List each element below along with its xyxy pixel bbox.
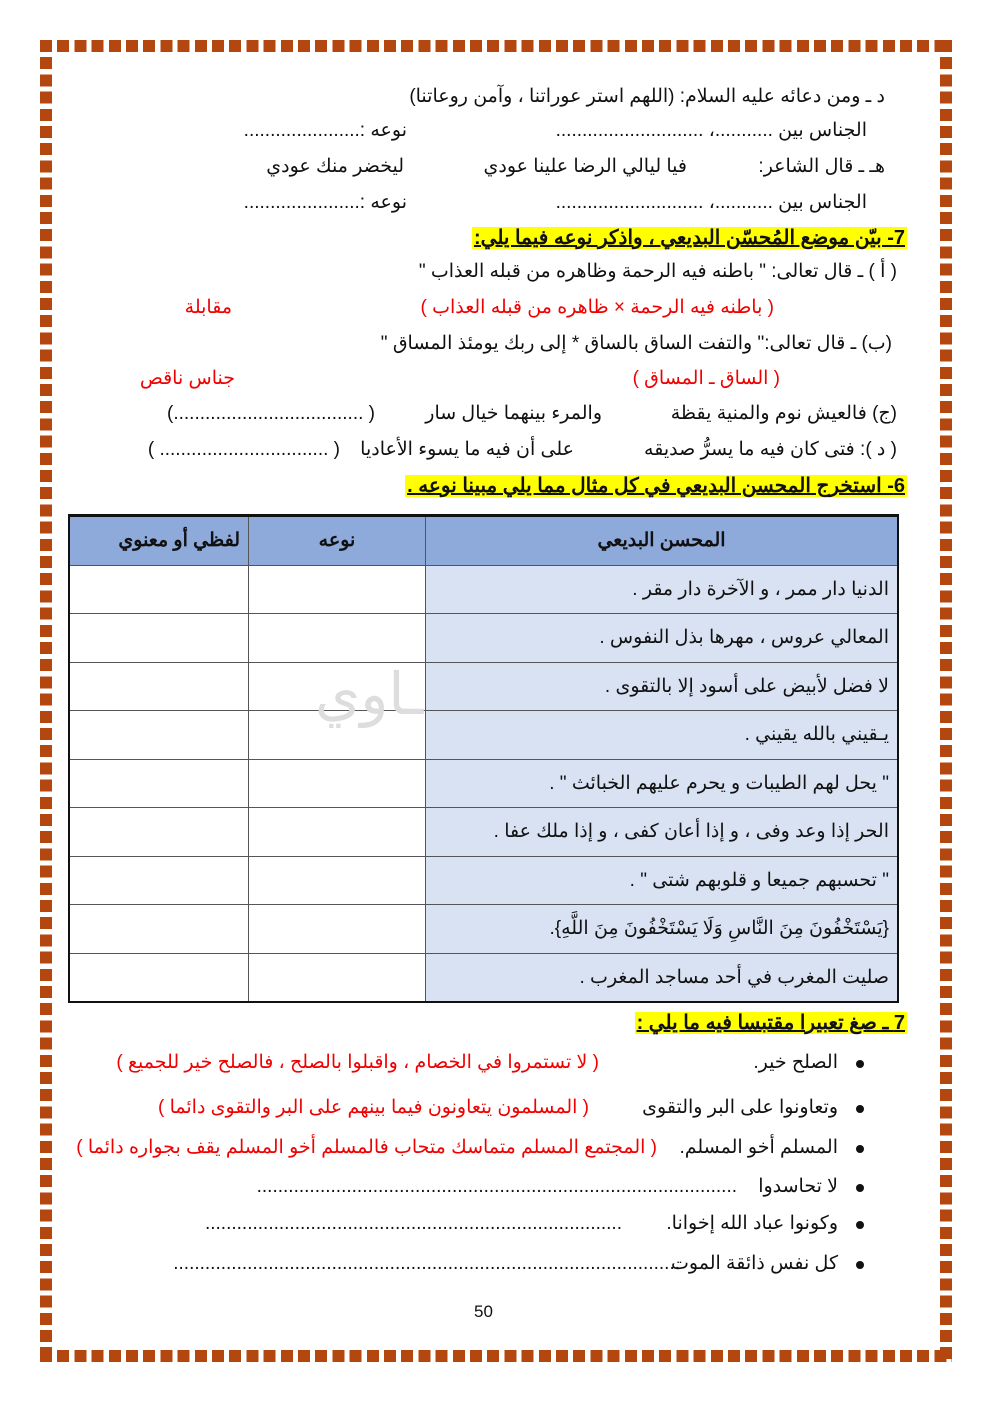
category-cell[interactable] <box>69 614 249 663</box>
item-a: ( أ ) ـ قال تعالى: " باطنه فيه الرحمة وظاهره من قبله العذاب " <box>418 261 897 282</box>
item-c-hemistich-1: (ج) فالعيش نوم والمنية يقظة <box>670 403 897 424</box>
example-cell: " تحسبهم جميعا و قلوبهم شتى " . <box>426 856 899 905</box>
table-row <box>69 905 898 954</box>
quote-text: كل نفس ذائقة الموت <box>671 1253 838 1274</box>
quote-text: الصلح خير. <box>753 1052 838 1073</box>
item-b-type: جناس ناقص <box>139 368 235 389</box>
jinas-prompt: الجناس بين ...........، ............................ <box>555 192 867 213</box>
quote-answer[interactable]: ........................................................................................... <box>256 1176 737 1197</box>
column-header: نوعه <box>249 516 426 566</box>
type-cell[interactable] <box>249 953 426 1002</box>
section-d-line: د ـ ومن دعائه عليه السلام: (اللهم استر عوراتنا ، وآمن روعاتنا) <box>409 86 885 107</box>
item-c-blank[interactable]: ( ....................................) <box>167 403 375 424</box>
page-border-top <box>40 40 952 52</box>
section-h-intro: هـ ـ قال الشاعر: <box>758 156 885 177</box>
item-b-answer: ( الساق ـ المساق ) <box>632 368 780 389</box>
example-cell: {يَسْتَخْفُونَ مِنَ النَّاسِ وَلَا يَسْتَخْفُونَ مِنَ اللَّهِ}. <box>426 905 899 954</box>
type-cell[interactable] <box>249 856 426 905</box>
table-row <box>69 808 898 857</box>
table-row <box>69 759 898 808</box>
category-cell[interactable] <box>69 953 249 1002</box>
quote-text: وتعاونوا على البر والتقوى <box>642 1097 838 1118</box>
verse-1: فيا ليالي الرضا علينا عودي <box>483 156 687 177</box>
bullet-icon <box>856 1261 864 1269</box>
page-border-bottom <box>40 1350 952 1362</box>
page-border-right <box>940 40 952 1362</box>
type-prompt: نوعه :...................... <box>243 192 407 213</box>
table-row <box>69 711 898 760</box>
example-cell: الدنيا دار ممر ، و الآخرة دار مقر . <box>426 565 899 614</box>
type-prompt: نوعه :...................... <box>243 120 407 141</box>
heading-text: 7- بيّن موضع المُحسّن البديعي ، واذكر نوعه فيما يلي: <box>473 227 905 249</box>
category-cell[interactable] <box>69 905 249 954</box>
quote-answer: ( المسلمون يتعاونون فيما بينهم على البر والتقوى دائما ) <box>158 1097 589 1118</box>
rhetoric-table <box>68 514 899 1003</box>
example-cell: " يحل لهم الطيبات و يحرم عليهم الخبائث " . <box>426 759 899 808</box>
item-c-hemistich-2: والمرء بينهما خيال سار <box>425 403 602 424</box>
item-d-hemistich-2: على أن فيه ما يسوء الأعاديا <box>360 439 574 460</box>
item-d-hemistich-1: ( د ): فتى كان فيه ما يسرُّ صديقه <box>644 439 897 460</box>
quote-text: المسلم أخو المسلم. <box>679 1137 838 1158</box>
type-cell[interactable] <box>249 759 426 808</box>
category-cell[interactable] <box>69 808 249 857</box>
table-row <box>69 614 898 663</box>
page-number: 50 <box>474 1302 493 1321</box>
category-cell[interactable] <box>69 759 249 808</box>
category-cell[interactable] <box>69 856 249 905</box>
quote-text: وكونوا عباد الله إخوانا. <box>666 1213 838 1234</box>
bullet-icon <box>856 1184 864 1192</box>
heading-text: 6- استخرج المحسن البديعي في كل مثال مما يلي مبينا نوعه . <box>407 475 905 497</box>
example-cell: صليت المغرب في أحد مساجد المغرب . <box>426 953 899 1002</box>
heading-text: 7 ـ صغ تعبيرا مقتبسا فيه ما يلي : <box>636 1012 905 1034</box>
type-cell[interactable] <box>249 808 426 857</box>
table-row <box>69 662 898 711</box>
example-cell: يـقيني بالله يقيني . <box>426 711 899 760</box>
quote-text: لا تحاسدوا <box>758 1176 838 1197</box>
jinas-prompt: الجناس بين ...........، ............................ <box>555 120 867 141</box>
example-cell: لا فضل لأبيض على أسود إلا بالتقوى . <box>426 662 899 711</box>
item-d-blank[interactable]: ( ................................ ) <box>147 439 340 460</box>
column-header: المحسن البديعي <box>426 516 899 566</box>
table-row <box>69 953 898 1002</box>
item-a-answer: ( باطنه فيه الرحمة × ظاهره من قبله العذاب ) <box>420 297 774 318</box>
bullet-icon <box>856 1060 864 1068</box>
category-cell[interactable] <box>69 662 249 711</box>
item-b: (ب) ـ قال تعالى:" والتفت الساق بالساق * إلى ربك يومئذ المساق " <box>380 333 892 354</box>
table-row <box>69 856 898 905</box>
type-cell[interactable] <box>249 565 426 614</box>
bullet-icon <box>856 1145 864 1153</box>
type-cell[interactable] <box>249 905 426 954</box>
item-a-type: مقابلة <box>184 297 232 318</box>
category-cell[interactable] <box>69 711 249 760</box>
question-6-heading <box>405 474 907 499</box>
bullet-icon <box>856 1221 864 1229</box>
type-cell[interactable] <box>249 614 426 663</box>
page-border-left <box>40 40 52 1362</box>
column-header: لفظي أو معنوي <box>69 516 249 566</box>
table-row <box>69 565 898 614</box>
example-cell: الحر إذا وعد وفى ، و إذا أعان كفى ، و إذا ملك عفا . <box>426 808 899 857</box>
example-cell: المعالي عروس ، مهرها بذل النفوس . <box>426 614 899 663</box>
question-7b-heading <box>635 1011 907 1036</box>
question-7-heading <box>472 226 907 251</box>
watermark: ـاوي <box>315 662 424 727</box>
quote-answer[interactable]: ............................................................................... <box>204 1213 622 1234</box>
verse-2: ليخضر منك عودي <box>266 156 404 177</box>
category-cell[interactable] <box>69 565 249 614</box>
quote-answer: ( لا تستمروا في الخصام ، واقبلوا بالصلح ، فالصلح خير للجميع ) <box>116 1052 599 1073</box>
quote-answer: ( المجتمع المسلم متماسك متحاب فالمسلم أخو المسلم يقف بجواره دائما ) <box>76 1137 657 1158</box>
bullet-icon <box>856 1105 864 1113</box>
quote-answer[interactable]: ................................................................................................ <box>173 1253 680 1274</box>
